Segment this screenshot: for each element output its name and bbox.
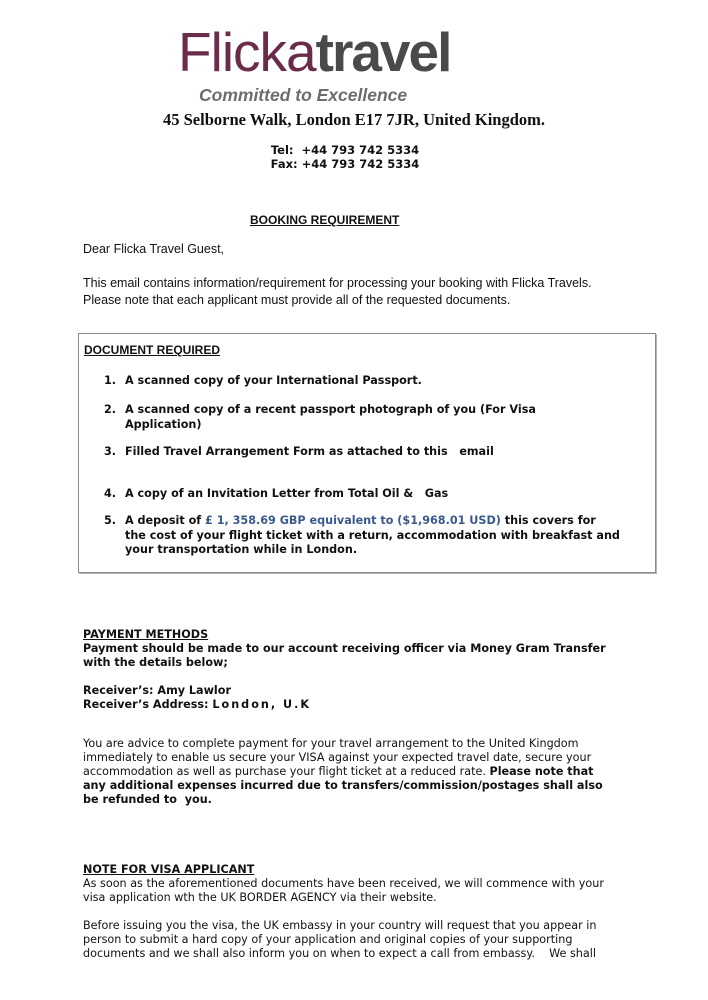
payment-advice-text: accommodation as well as purchase your flight ticket at a reduced rate.	[83, 765, 490, 778]
document-item-text-continued: Application)	[125, 417, 202, 431]
document-item-number: 5.	[104, 514, 117, 527]
document-item-number: 1.	[104, 374, 117, 387]
deposit-amount: £ 1, 358.69 GBP equivalent to ($1,968.01 USD)	[205, 514, 501, 527]
receiver-address-label: Receiver’s Address:	[83, 698, 213, 711]
document-item-text: Filled Travel Arrangement Form as attached to this email	[125, 445, 494, 458]
payment-methods-heading: PAYMENT METHODS	[83, 628, 209, 641]
payment-instruction-line-2: with the details below;	[83, 656, 228, 669]
intro-line-1: This email contains information/requirement for processing your booking with Flicka Travels.	[83, 276, 592, 290]
deposit-text-line-2: the cost of your flight ticket with a return, accommodation with breakfast and	[125, 528, 620, 542]
receiver-name: Amy Lawlor	[157, 684, 231, 697]
deposit-suffix: this covers for	[500, 514, 596, 527]
receiver-address-row	[83, 698, 311, 713]
payment-instruction-line-1: Payment should be made to our account receiving officer via Money Gram Transfer	[83, 642, 606, 655]
fax-number: Fax: +44 793 742 5334	[270, 157, 420, 171]
intro-line-2: Please note that each applicant must provide all of the requested documents.	[83, 293, 511, 307]
visa-note-para1-line-1: As soon as the aforementioned documents have been received, we will commence with your	[83, 877, 604, 890]
visa-note-para1-line-2: visa application wth the UK BORDER AGENCY via their website.	[83, 891, 437, 904]
visa-note-para2-line-1: Before issuing you the visa, the UK embassy in your country will request that you appear in	[83, 919, 597, 932]
document-item-number: 3.	[104, 445, 117, 458]
document-item-text: A scanned copy of a recent passport photograph of you (For Visa	[125, 403, 536, 416]
receiver-name-row	[83, 684, 231, 699]
payment-advice-line-5: be refunded to you.	[83, 793, 212, 806]
company-logo	[178, 22, 450, 82]
greeting: Dear Flicka Travel Guest,	[83, 242, 225, 256]
document-item-5	[104, 514, 620, 558]
document-item-number: 2.	[104, 403, 117, 416]
visa-note-para2-line-3: documents and we shall also inform you on when to expect a call from embassy. We shall	[83, 947, 596, 960]
document-item-4	[104, 487, 448, 502]
logo-flicka: Flicka	[178, 21, 316, 83]
company-address: 45 Selborne Walk, London E17 7JR, United Kingdom.	[162, 110, 546, 129]
receiver-name-label: Receiver’s:	[83, 684, 158, 697]
documents-required-heading: DOCUMENT REQUIRED	[84, 343, 221, 357]
document-item-1	[104, 374, 422, 389]
payment-advice-line-2: immediately to enable us secure your VISA against your expected travel date, secure your	[83, 751, 592, 764]
document-item-number: 4.	[104, 487, 117, 500]
payment-advice-line-3	[83, 765, 594, 780]
payment-advice-line-4: any additional expenses incurred due to transfers/commission/postages shall also	[83, 779, 603, 792]
document-title: BOOKING REQUIREMENT	[250, 213, 400, 227]
visa-note-para2-line-2: person to submit a hard copy of your application and original copies of your supporting	[83, 933, 573, 946]
logo-travel: travel	[315, 21, 451, 83]
deposit-text-line-3: your transportation while in London.	[125, 543, 358, 556]
deposit-prefix: A deposit of	[125, 514, 206, 527]
document-item-2	[104, 403, 536, 432]
receiver-address: London, U.K	[212, 698, 311, 711]
document-item-text: A scanned copy of your International Passport.	[125, 374, 422, 387]
payment-advice-line-1: You are advice to complete payment for your travel arrangement to the United Kingdom	[83, 737, 579, 750]
company-tagline: Committed to Excellence	[199, 85, 408, 105]
document-item-3	[104, 445, 494, 460]
visa-note-heading: NOTE FOR VISA APPLICANT	[83, 863, 255, 876]
payment-advice-bold-start: Please note that	[489, 765, 594, 778]
telephone-number: Tel: +44 793 742 5334	[270, 143, 420, 157]
document-item-text: A copy of an Invitation Letter from Total Oil & Gas	[125, 487, 449, 500]
